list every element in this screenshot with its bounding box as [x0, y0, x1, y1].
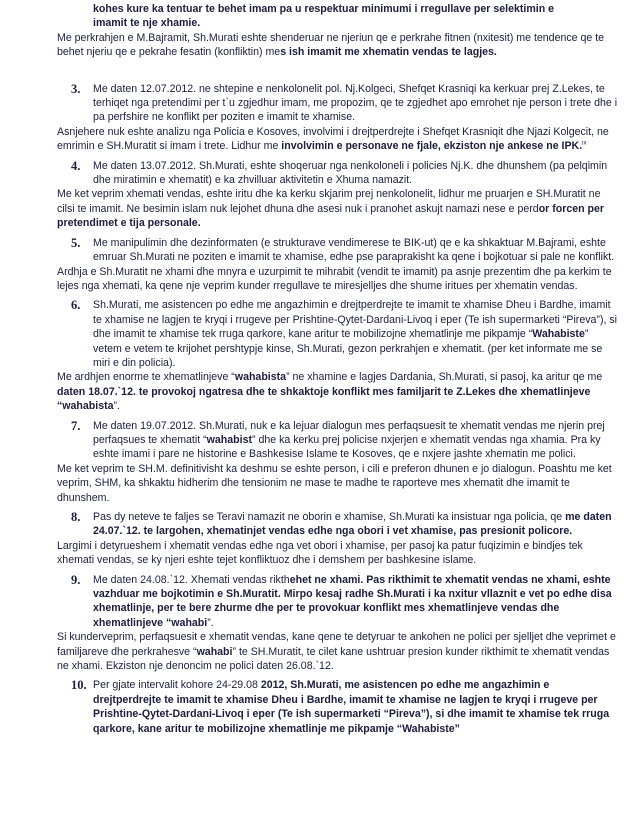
item-body-bold: 2012, Sh.Murati, me asistencen po edhe me angazhimin e drejtperdrejte te imamit te xhamise Dheu i Bardhe, imamit te xhamise ne lagjen te kryqi i rrugeve per Prishtine-Qytet-Dardani-Livoq i eper (Te ish supermarketi “Pireva”), si dhe imamit te xhamise tek rruga qarkore, kane aritur te mobilizojne xhematlinje me pikpamje “Wahabiste”	[93, 679, 610, 735]
item-number: 8.	[71, 510, 81, 524]
item-number: 7.	[71, 418, 81, 433]
item-6-followup	[57, 370, 618, 413]
list-item-8	[57, 510, 618, 539]
item-body: Me manipulimin dhe dezinformaten (e strukturave vendimerese te BIK-ut) qe e ka shkaktuar M.Bajrami, eshte emruar Sh.Murati ne poziten e imamit te xhamise, edhe pse paraprakisht ka qene i bojkotuar si pale ne konflikt.	[93, 236, 615, 264]
item-body-bold: me daten 24.07.`12. te largohen, xhematinjet vendas edhe nga obori i vet xhamise, pas presionit policore.	[93, 511, 612, 538]
followup-text: Ardhja e Sh.Muratit ne xhami dhe mnyra e uzurpimit te mihrabit (vendit te imamit) pa asnje prezentim dhe pa kerkim te lejes nga xhemati, ka qene nje veprim kunder rregullave te miresjelljes dhe shume iritues per xhematin vendas.	[57, 265, 612, 292]
list-item-5	[57, 236, 618, 265]
item-4-followup	[57, 187, 618, 230]
followup-text: Me ket veprim xhemati vendas, eshte iritu dhe ka kerku skjarim prej nenkolonelit, lidhur me pruarjen e SH.Muratit ne cilsi te imamit. Ne besimin islam nuk lejohet dhuna dhe asesi nuk i pranohet askujt namazi nese e perd	[57, 188, 601, 215]
item-body: Me daten 19.07.2012. Sh.Murati, nuk e ka lejuar dialogun mes perfaqsuesit te xhematit vendas me njerin prej perfaqsues te xhematit “	[93, 419, 605, 446]
item-body: Me daten 24.08.`12. Xhemati vendas rikth	[93, 573, 290, 586]
continued-line-1: kohes kure ka tentuar te behet imam pa u respektuar minimumi i rregullave per selektimin e	[93, 3, 554, 15]
list-item-7	[57, 419, 618, 462]
followup-bold: wahabista	[234, 371, 287, 384]
item-number: 6.	[71, 298, 81, 313]
item-5-followup	[57, 265, 618, 294]
item-body-rest: ” dhe ka kerku prej policise nxjerjen e xhematit vendas nga xhamia. Pra ky eshte imami i pare ne historine e Bashkesise Islame te Kosoves, qe e nxjere jashte xhematin me polici.	[93, 433, 601, 461]
followup-text: Si kunderveprim, perfaqsuesit e xhematit vendas, kane qene te detyruar te ankohen ne polici per sjelljet dhe veprimet e familjareve dhe perkrahesve “	[57, 631, 616, 658]
followup-text-2: ” te SH.Muratit, te cilet kane ushtruar presion kunder rikthimit te xhematit vendas ne xhami. Ekziston nje denoncim ne polici daten 26.08.`12.	[57, 645, 610, 673]
followup-text: Me ardhjen enorme te xhematlinjeve “	[57, 371, 235, 384]
followup-bold: involvimin e personave ne fjale, ekziston nje ankese ne IPK.	[281, 140, 583, 153]
item-number: 10.	[71, 678, 87, 693]
item-number: 4.	[71, 158, 81, 173]
item-body: Per gjate intervalit kohore 24-29.08	[93, 679, 261, 692]
item-8-followup	[57, 539, 618, 568]
followup-text: Asnjehere nuk eshte analizu nga Policia e Kosoves, involvimi i drejtperdrejte i Shefqet Krasniqit dhe Njazi Kolgecit, ne emrimin e SH.Muratit si imam i trete. Lidhur me	[57, 125, 609, 153]
item-number: 5.	[71, 235, 81, 250]
item-body: Me daten 12.07.2012. ne shtepine e nenkolonelit pol. Nj.Kolgeci, Shefqet Krasniqi ka kerkuar prej Z.Lekes, te terhiqet nga pretendimi per t`u zgjedhur imam, me propozim, qe te zgjedhet apo emrohet nje person i trete dhe i pa perfshire ne konflikt per poziten e imamit te xhamise.	[93, 82, 618, 124]
continued-text	[57, 0, 618, 31]
followup-bold: or forcen per pretendimet e tija personale.	[57, 202, 605, 230]
followup-bold: wahabi	[196, 645, 233, 658]
item-body-bold: wahabist	[206, 433, 252, 446]
followup-text-3: ”.	[113, 400, 121, 413]
followup-text-2: ” ne xhamine e lagjes Dardania, Sh.Murati, si pasoj, ka aritur qe me	[286, 371, 603, 384]
item-number: 3.	[71, 81, 81, 96]
footnote-ref: ix	[582, 140, 587, 147]
paragraph-support-bold: s ish imamit me xhematin vendas te lagjes.	[280, 46, 497, 59]
item-body: Pas dy neteve te faljes se Teravi namazit ne oborin e xhamise, Sh.Murati ka insistuar nga policia, qe	[93, 511, 566, 523]
followup-text: Largimi i detyrueshem i xhematit vendas edhe nga vet obori i xhamise, per pasoj ka patur fuqizimin e bindjes tek xhemati vendas, se ky njeri eshte tejet konfliktuoz dhe i demshem per bashkesine islame.	[57, 539, 583, 567]
paragraph-support	[57, 31, 618, 60]
list-item-10	[57, 678, 618, 736]
followup-text: Me ket veprim te SH.M. definitivisht ka deshmu se eshte person, i cili e preferon dhunen e jo dialogun. Poashtu me ket veprim, SHM, ka shkaktu hidherim dhe tensionim ne mase te madhe te raporteve mes xhematit dhe imamit te dhunshem.	[57, 462, 612, 504]
item-9-followup	[57, 630, 618, 673]
item-body-rest: ” vetem e vetem te krijohet pershtypje kinse, Sh.Murati, gezon perkrahjen e xhematit. (per ket informate me se miri e din policia).	[93, 328, 603, 369]
item-body-bold: Wahabiste	[532, 328, 585, 341]
followup-bold-2: daten 18.07.`12. te provokoj ngatresa dhe te shkaktoje konflikt mes familjarit te Z.Lekes dhe xhematlinjeve “wahabista	[57, 385, 591, 413]
item-body: Me daten 13.07.2012. Sh.Murati, eshte shoqeruar nga nenkoloneli i policies Nj.K. dhe dhunshem (pa pelqimin dhe miratimin e xhematit) e ka zhvilluar aktivitetin e Xhuma namazit.	[93, 159, 608, 187]
item-body-bold: ehet ne xhami. Pas rikthimit te xhematit vendas ne xhami, eshte vazhduar me bojkotimin e Sh.Muratit. Mirpo kesaj radhe Sh.Murati i ka nxitur vllaznit e vet po edhe disa xhematlinje, per te bere zhurme dhe per te provokuar konflikt mes xhematlinjeve vendas dhe xhematlinjeve “wahabi	[93, 573, 612, 629]
item-body: Sh.Murati, me asistencen po edhe me angazhimin e drejtperdrejte te imamit te xhamise Dheu i Bardhe, imamit te xhamise ne lagjen te kryqi i rrugeve per Prishtine-Qytet-Dardani-Livoq i eper (Te ish supermarketi “Pireva”), si dhe imamit te xhamise tek rruga qarkore, kane aritur te mobilizojne xhematlinje me pikpamje “	[93, 299, 618, 341]
item-number: 9.	[71, 572, 81, 587]
list-item-3	[57, 82, 618, 125]
paragraph-support-text: Me perkrahjen e M.Bajramit, Sh.Murati eshte shenderuar ne njeriun qe e perkrahe fitnen (nxitesit) me tendence qe te behet njeriu qe e pekrahe fesatin (konfliktin) me	[57, 31, 605, 59]
item-body-rest: ”.	[207, 616, 214, 629]
list-item-6	[57, 298, 618, 370]
list-item-9	[57, 573, 618, 631]
continued-line-2: imamit te nje xhamie.	[93, 17, 201, 30]
list-item-4	[57, 159, 618, 188]
item-7-followup	[57, 462, 618, 505]
item-3-followup	[57, 125, 618, 154]
